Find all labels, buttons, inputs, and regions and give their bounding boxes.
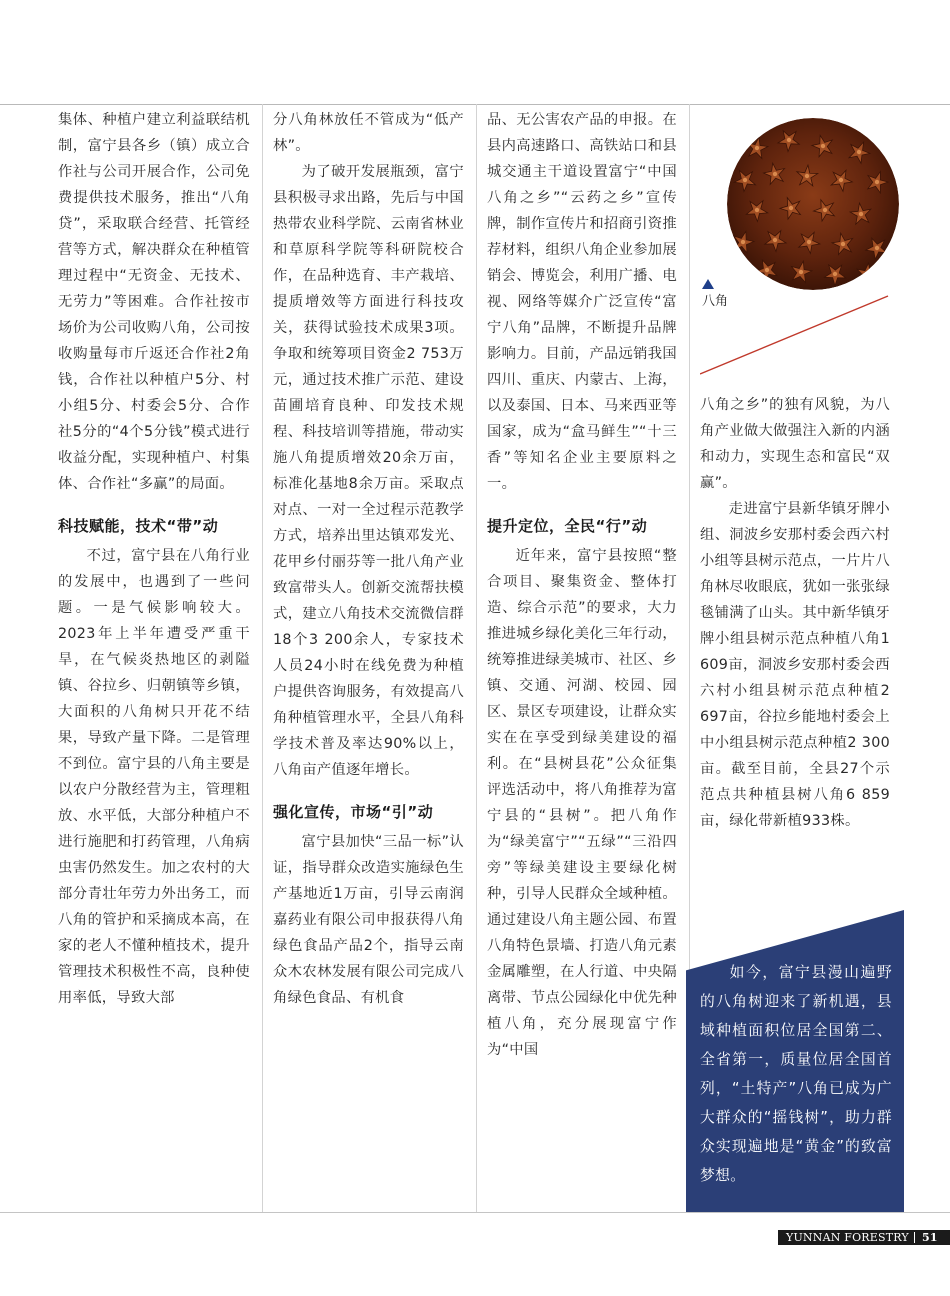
paragraph: 八角之乡”的独有风貌，为八角产业做大做强注入新的内涵和动力，实现生态和富民“双赢”。 [700, 397, 890, 491]
paragraph: 品、无公害农产品的申报。在县内高速路口、高铁站口和县城交通主干道设置富宁“中国八角之乡”“云药之乡”宣传牌，制作宣传片和招商引资推荐材料，组织八角企业参加展销会、博览会，利用广播、电视、网络等媒介广泛宣传“富宁八角”品牌，不断提升品牌影响力。目前，产品远销我国四川、重庆、内蒙古、上海，以及泰国、日本、马来西亚等国家，成为“盒马鲜生”“十三香”等知名企业主要原料之一。 [487, 112, 677, 492]
paragraph: 为了破开发展瓶颈，富宁县积极寻求出路，先后与中国热带农业科学院、云南省林业和草原科学院等科研院校合作，在品种选育、丰产栽培、提质增效等方面进行科技攻关，获得试验技术成果3项。争取和统筹项目资金2 753万元，通过技术推广示范、建设苗圃培育良种、印发技术规程、科技培训等措施，带动实施八角提质增效20余万亩，标准化基地8余万亩。采取点对点、一对一全过程示范教学方式，培养出里达镇邓发光、花甲乡付丽芬等一批八角产业致富带头人。创新交流帮扶模式，建立八角技术交流微信群18个3 200余人，专家技术人员24小时在线免费为种植户提供咨询服务，有效提高八角种植管理水平，全县八角科学技术普及率达90%以上，八角亩产值逐年增长。 [273, 164, 464, 778]
article-column-4 [700, 392, 890, 834]
section-heading-positioning: 提升定位，全民“行”动 [487, 517, 648, 535]
article-column-1 [58, 107, 250, 1011]
conclusion-paragraph: 如今，富宁县漫山遍野的八角树迎来了新机遇，县域种植面积位居全国第二、全省第一，质量位居全国首列，“土特产”八角已成为广大群众的“摇钱树”，助力群众实现遍地是“黄金”的致富梦想。 [700, 964, 892, 1184]
section-heading-tech: 科技赋能，技术“带”动 [58, 517, 219, 535]
paragraph: 不过，富宁县在八角行业的发展中，也遇到了一些问题。一是气候影响较大。2023年上半年遭受严重干旱，在气候炎热地区的剥隘镇、谷拉乡、归朝镇等乡镇，大面积的八角树只开花不结果，导致产量下降。二是管理不到位。富宁县的八角主要是以农户分散经营为主，管理粗放、水平低，大部分种植户不进行施肥和打药管理，八角病虫害仍然发生。加之农村的大部分青壮年劳力外出务工，而八角的管护和采摘成本高，在家的老人不懂种植技术，提升管理技术积极性不高，良种使用率低，导致大部 [58, 548, 250, 1006]
column-divider-2 [476, 104, 477, 1212]
article-column-2 [273, 107, 464, 1011]
paragraph: 走进富宁县新华镇牙牌小组、洞波乡安那村委会西六村小组等县树示范点，一片片八角林尽收眼底，犹如一张张绿毯铺满了山头。其中新华镇牙牌小组县树示范点种植八角1 609亩，洞波乡安那村委会西六村小组县树示范点种植2 697亩，谷拉乡能地村委会上中小组县树示范点种植2 300亩。截至目前，全县27个示范点共种植县树八角6 859亩，绿化带新植933株。 [700, 501, 890, 829]
star-anise-photo [727, 118, 899, 290]
photo-caption: 八角 [702, 294, 729, 309]
column-divider-1 [262, 104, 263, 1212]
paragraph: 分八角林放任不管成为“低产林”。 [273, 112, 464, 154]
header-rule [0, 104, 950, 105]
footer-rule [0, 1212, 950, 1213]
paragraph: 富宁县加快“三品一标”认证，指导群众改造实施绿色生产基地近1万亩，引导云南润嘉药业有限公司申报获得八角绿色食品产品2个，指导云南众木农林发展有限公司完成八角绿色食品、有机食 [273, 834, 464, 1006]
footer-separator [914, 1232, 915, 1243]
article-column-3 [487, 107, 677, 1063]
page-number: 51 [922, 1231, 938, 1244]
caption-triangle-icon [702, 279, 714, 289]
conclusion-text-block [700, 958, 892, 1190]
paragraph: 集体、种植户建立利益联结机制，富宁县各乡（镇）成立合作社与公司开展合作，公司免费提供技术服务，推出“八角贷”，采取联合经营、托管经营等方式，解决群众在种植管理过程中“无资金、无技术、无劳力”等困难。合作社按市场价为公司收购八角，公司按收购量每市斤返还合作社2角钱，合作社以种植户5分、村小组5分、村委会5分、合作社5分的“4个5分钱”模式进行收益分配，实现种植户、村集体、合作社“多赢”的局面。 [58, 112, 250, 492]
section-heading-promotion: 强化宣传，市场“引”动 [273, 803, 434, 821]
footer-bar [778, 1230, 950, 1245]
magazine-name: YUNNAN FORESTRY [786, 1231, 909, 1244]
decorative-red-line [700, 290, 890, 376]
paragraph: 近年来，富宁县按照“整合项目、聚集资金、整体打造、综合示范”的要求，大力推进城乡绿化美化三年行动，统筹推进绿美城市、社区、乡镇、交通、河湖、校园、园区、景区专项建设，让群众实实在在享受到绿美建设的福利。在“县树县花”公众征集评选活动中，将八角推荐为富宁县的“县树”。把八角作为“绿美富宁”“五绿”“三沿四旁”等绿美建设主要绿化树种，引导人民群众全域种植。通过建设八角主题公园、布置八角特色景墙、打造八角元素金属雕塑，在人行道、中央隔离带、节点公园绿化中优先种植八角，充分展现富宁作为“中国 [487, 548, 677, 1058]
